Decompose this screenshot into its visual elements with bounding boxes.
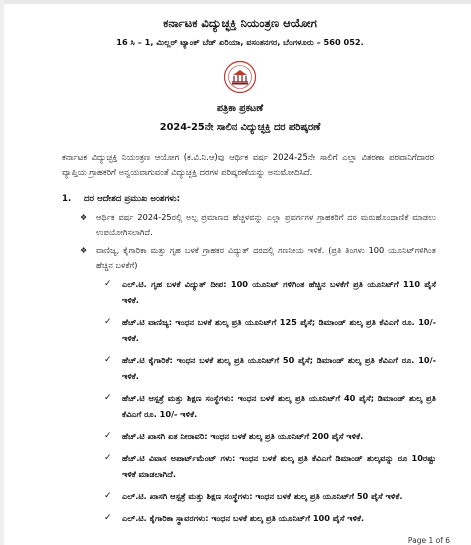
document-page [20,12,460,545]
checkmark-icon: ✓ [104,393,112,403]
checkmark-list [20,276,460,526]
logo-container [20,60,460,94]
checkmark-icon: ✓ [104,431,112,441]
list-item [104,390,436,422]
checkmark-icon: ✓ [104,317,112,327]
list-item [104,314,436,346]
diamond-bullet-icon: ❖ [80,213,88,222]
list-item [80,210,436,240]
list-item [104,276,436,308]
checkmark-icon: ✓ [104,491,112,501]
press-release-title: ಪತ್ರಿಕಾ ಪ್ರಕಟಣೆ [216,103,264,114]
kerc-emblem-icon [223,60,257,94]
list-item [80,243,436,273]
check-text: ಹೆಚ್.ಟಿ ವಾಣಿಜ್ಯ: ಇಂಧನ ಬಳಕೆ ಶುಲ್ಕ ಪ್ರತಿ ಯೂನಿಟ್‌ಗೆ 125 ಪೈಸೆ; ಡಿಮಾಂಡ್ ಶುಲ್ಕ ಪ್ರತಿ ಕೆವಿಎಗೆ ರೂ. 10/- ಇಳಿಕೆ. [122,317,436,343]
check-text: ಎಲ್.ಟಿ. ಕೈಗಾರಿಕಾ ಸ್ಥಾವರಗಳು: ಇಂಧನ ಬಳಕೆ ಶುಲ್ಕ ಪ್ರತಿ ಯೂನಿಟ್‌ಗೆ 100 ಪೈಸೆ ಇಳಿಕೆ. [122,513,365,523]
diamond-bullet-icon: ❖ [80,246,88,255]
check-text: ಎಲ್.ಟಿ. ಗೃಹ ಬಳಕೆ ವಿದ್ಯುತ್ ದೀಪ: 100 ಯೂನಿಟ್ ಗಳಿಗಿಂತ ಹೆಚ್ಚಿನ ಬಳಕೆಗೆ ಪ್ರತಿ ಯೂನಿಟ್‌ಗೆ 110 ಪೈಸೆ ಇಳಿಕೆ. [122,279,436,305]
viewer-left-border [0,0,4,545]
check-text: ಎಲ್.ಟಿ. ಖಾಸಗಿ ಆಸ್ಪತ್ರೆ ಮತ್ತು ಶಿಕ್ಷಣ ಸಂಸ್ಥೆಗಳು: ಇಂಧನ ಬಳಕೆ ಶುಲ್ಕ ಪ್ರತಿ ಯೂನಿಟ್‌ಗೆ 50 ಪೈಸೆ ಇಳಿಕೆ. [122,491,403,501]
checkmark-icon: ✓ [104,355,112,365]
bullet-text: ವಾಣಿಜ್ಯ, ಕೈಗಾರಿಕಾ ಮತ್ತು ಗೃಹ ಬಳಕೆ ಗ್ರಾಹಕರ ವಿದ್ಯುತ್ ದರದಲ್ಲಿ ಗಣನೀಯ ಇಳಿಕೆ. (ಪ್ರತಿ ತಿಂಗಳು 100 ಯೂನಿಟ್‌ಗಳಿಗಿಂತ ಹೆಚ್ಚಿನ ಬಳಕೆಗೆ) [96,245,436,270]
viewer-top-border [0,0,471,4]
list-item [104,450,436,482]
section-title: ದರ ಆದೇಶದ ಪ್ರಮುಖ ಅಂಶಗಳು: [84,194,181,204]
section-number: 1. [62,194,72,204]
check-text: ಹೆಚ್.ಟಿ ವಿವಾಸ ಅಪಾರ್ಟ್‌ಮೆಂಟ್ ಗಳು: ಇಂಧನ ಬಳಕೆ ಶುಲ್ಕ ಪ್ರತಿ ಕೆವಿಎಗೆ ಡಿಮಾಂಡ್ ಶುಲ್ಕವನ್ನು ರೂ 10ರಷ್ಟು ಇಳಿಕೆ ಮಾಡಲಾಗಿದೆ. [122,453,436,479]
list-item [104,510,436,526]
organization-address: 16 ಸಿ – 1, ಮಿಲ್ಲರ್ ಟ್ಯಾಂಕ್ ಬೆಡ್ ಏರಿಯಾ, ವಸಂತನಗರ, ಬೆಂಗಳೂರು – 560 052. [116,37,364,47]
organization-name: ಕರ್ನಾಟಕ ವಿದ್ಯುಚ್ಛಕ್ತಿ ನಿಯಂತ್ರಣ ಆಯೋಗ [163,16,317,30]
checkmark-icon: ✓ [104,453,112,463]
check-text: ಹೆಚ್.ಟಿ ಆಸ್ಪತ್ರೆ ಮತ್ತು ಶಿಕ್ಷಣ ಸಂಸ್ಥೆಗಳು: ಇಂಧನ ಬಳಕೆ ಶುಲ್ಕ ಪ್ರತಿ ಯೂನಿಟ್‌ಗೆ 40 ಪೈಸೆ; ಡಿಮಾಂಡ್ ಶುಲ್ಕ ಪ್ರತಿ ಕೆವಿಎಗೆ ರೂ. 10/- ಇಳಿಕೆ. [122,393,436,419]
checkmark-icon: ✓ [104,513,112,523]
check-text: ಹೆಚ್.ಟಿ ಖಾಸಗಿ ಏತ ನೀರಾವರಿ: ಇಂಧನ ಬಳಕೆ ಶುಲ್ಕ ಪ್ರತಿ ಯೂನಿಟ್‌ಗೆ 200 ಪೈಸೆ ಇಳಿಕೆ. [122,431,364,441]
intro-paragraph: ಕರ್ನಾಟಕ ವಿದ್ಯುಚ್ಛಕ್ತಿ ನಿಯಂತ್ರಣ ಆಯೋಗ (ಕ.ವಿ.ನಿ.ಆ)ವು ಆರ್ಥಿಕ ವರ್ಷ 2024-25ನೇ ಸಾಲಿಗೆ ಎಲ್ಲಾ ವಿತರಣಾ ಪರವಾನಿಗೆದಾರರ ವ್ಯಾಪ್ತಿಯ ಗ್ರಾಹಕರಿಗೆ ಅನ್ವಯವಾಗುವಂತೆ ವಿದ್ಯುಚ್ಛಕ್ತಿ ದರಗಳ ಪರಿಷ್ಕರಣೆಯನ್ನು ಅನುಮೋದಿಸಿದೆ. [62,152,434,177]
subject-heading: 2024-25ನೇ ಸಾಲಿನ ವಿದ್ಯುಚ್ಛಕ್ತಿ ದರ ಪರಿಷ್ಕರಣೆ [159,122,321,133]
list-item [104,352,436,384]
page-number: Page 1 of 6 [407,536,450,545]
check-text: ಹೆಚ್.ಟಿ ಕೈಗಾರಿಕೆ: ಇಂಧನ ಬಳಕೆ ಶುಲ್ಕ ಪ್ರತಿ ಯೂನಿಟ್‌ಗೆ 50 ಪೈಸೆ; ಡಿಮಾಂಡ್ ಶುಲ್ಕ ಪ್ರತಿ ಕೆವಿಎಗೆ ರೂ. 10/- ಇಳಿಕೆ. [122,355,436,381]
list-item [104,488,436,504]
section-heading [20,194,460,204]
checkmark-icon: ✓ [104,279,112,289]
bullet-list [20,210,460,273]
bullet-text: ಆರ್ಥಿಕ ವರ್ಷ 2024-25ರಲ್ಲಿ ಅಲ್ಪ ಪ್ರಮಾಣದ ಹೆಚ್ಚಳವನ್ನು ಎಲ್ಲಾ ಪ್ರವರ್ಗಗಳ ಗ್ರಾಹಕರಿಗೆ ದರ ಮರುಹೊಂದಾಣಿಕೆ ಮಾಡಲು ಉಪಯೋಗಿಸಲಾಗಿದೆ. [96,212,436,237]
list-item [104,428,436,444]
